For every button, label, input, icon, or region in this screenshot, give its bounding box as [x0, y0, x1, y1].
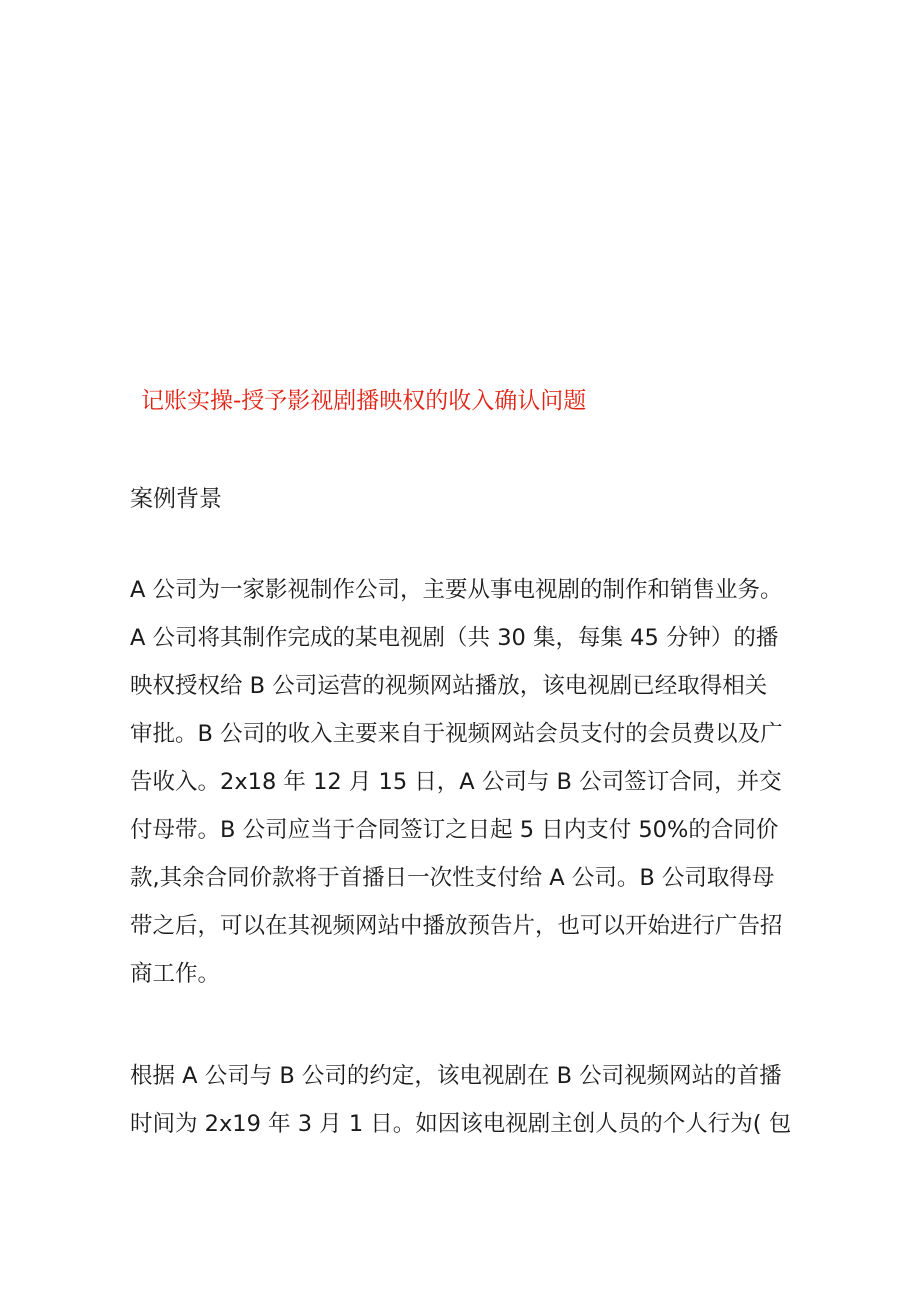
paragraph-line: 付母带。B 公司应当于合同签订之日起 5 日内支付 50%的合同价 — [130, 817, 779, 843]
body-paragraph — [130, 1052, 791, 1148]
paragraph-line: A 公司将其制作完成的某电视剧（共 30 集，每集 45 分钟）的播 — [130, 625, 779, 651]
paragraph-line: 告收入。2x18 年 12 月 15 日，A 公司与 B 公司签订合同，并交 — [130, 769, 782, 795]
paragraph-line: 商工作。 — [130, 961, 221, 987]
paragraph-line: 带之后，可以在其视频网站中播放预告片，也可以开始进行广告招 — [130, 913, 783, 939]
paragraph-line: A 公司为一家影视制作公司，主要从事电视剧的制作和销售业务。 — [130, 577, 783, 603]
section-heading: 案例背景 — [130, 486, 222, 512]
paragraph-line: 映权授权给 B 公司运营的视频网站播放，该电视剧已经取得相关 — [130, 673, 768, 699]
paragraph-line: 款,其余合同价款将于首播日一次性支付给 A 公司。B 公司取得母 — [130, 865, 775, 891]
document-title: 记账实操-授予影视剧播映权的收入确认问题 — [141, 388, 587, 414]
body-paragraph — [130, 566, 783, 998]
paragraph-line: 时间为 2x19 年 3 月 1 日。如因该电视剧主创人员的个人行为( 包 — [130, 1111, 792, 1137]
paragraph-line: 根据 A 公司与 B 公司的约定，该电视剧在 B 公司视频网站的首播 — [130, 1063, 782, 1089]
paragraph-line: 审批。B 公司的收入主要来自于视频网站会员支付的会员费以及广 — [130, 721, 783, 747]
